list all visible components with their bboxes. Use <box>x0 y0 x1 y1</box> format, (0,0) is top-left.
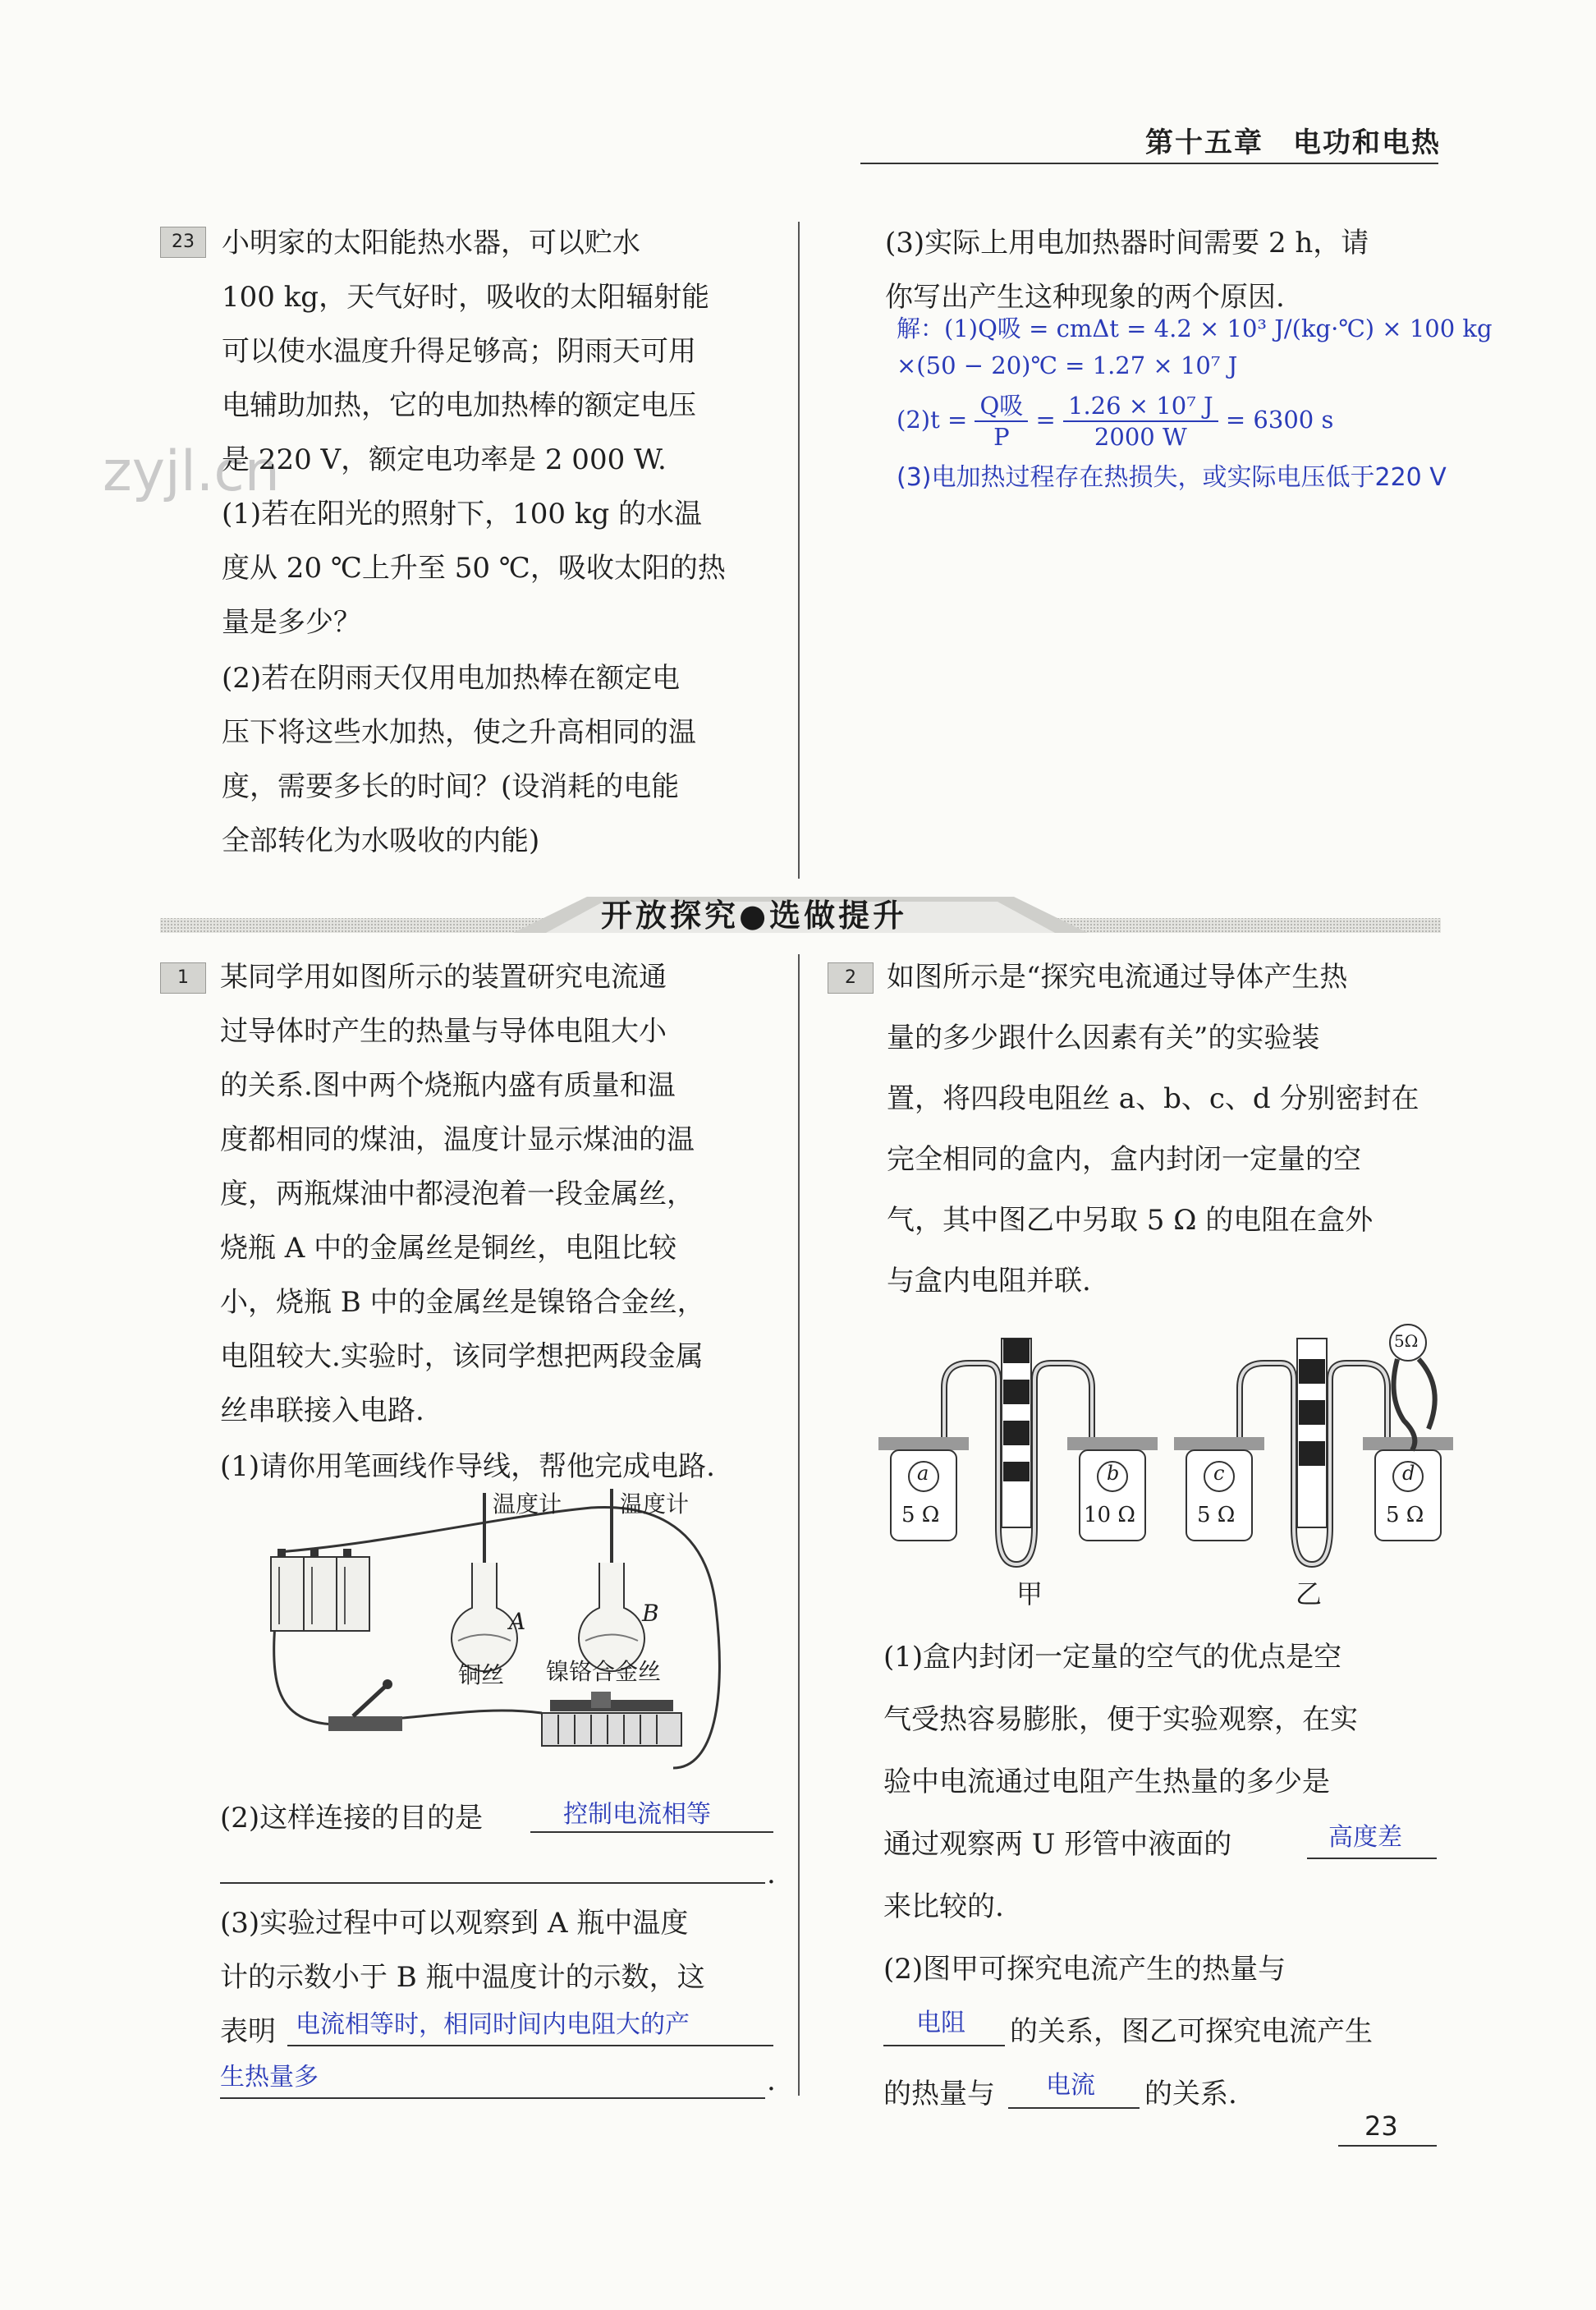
resistor-d-value: 5 Ω <box>1386 1503 1424 1527</box>
q2-part2-suffix: 的关系. <box>1144 2078 1237 2110</box>
q2-part1-line: 验中电流通过电阻产生热量的多少是 <box>883 1766 1330 1798</box>
ans-prefix: (2)t = <box>897 406 968 434</box>
q2-part1-suffix: 来比较的. <box>883 1890 1004 1923</box>
q1-part3-line: (3)实验过程中可以观察到 A 瓶中温度 <box>220 1907 689 1940</box>
q23-answer-line3 <box>897 391 1333 452</box>
fraction-denominator: P <box>993 423 1010 451</box>
resistor-a-value: 5 Ω <box>901 1503 940 1527</box>
q2-part2-mid: 的关系，图乙可探究电流产生 <box>1010 2015 1373 2048</box>
figure-caption-yi: 乙 <box>1296 1578 1323 1610</box>
q2-part2-line1: (2)图甲可探究电流产生的热量与 <box>883 1953 1286 1986</box>
q23-line: 小明家的太阳能热水器，可以贮水 <box>222 227 640 259</box>
thermometer-label-right: 温度计 <box>620 1490 690 1518</box>
q1-part2-period: . <box>767 1858 776 1890</box>
page-number: 23 <box>1364 2110 1398 2142</box>
q23-line: 压下将这些水加热，使之升高相同的温 <box>222 716 696 749</box>
q23-answer-line1: 解：(1)Q吸 = cmΔt = 4.2 × 10³ J/(kg·℃) × 100 kg <box>897 315 1493 342</box>
q2-line: 如图所示是“探究电流通过导体产生热 <box>887 961 1348 994</box>
q23-line: 可以使水温度升得足够高；阴雨天可用 <box>222 335 696 368</box>
q1-line: 电阻较大.实验时，该同学想把两段金属 <box>220 1340 704 1373</box>
q1-part2-prefix: (2)这样连接的目的是 <box>220 1802 484 1835</box>
flask-b-label: B <box>642 1600 659 1627</box>
q23-line: 量是多少？ <box>222 606 361 639</box>
figure-caption-jia: 甲 <box>1016 1578 1043 1610</box>
question-number-23: 23 <box>160 227 206 258</box>
q23-line: 是 220 V，额定电功率是 2 000 W. <box>222 443 667 476</box>
q2-line: 气，其中图乙中另取 5 Ω 的电阻在盒外 <box>887 1204 1374 1237</box>
fraction-numerator: Q吸 <box>975 391 1028 422</box>
q2-line: 量的多少跟什么因素有关”的实验装 <box>887 1022 1320 1054</box>
battery-icon <box>271 1549 369 1631</box>
header-rule <box>860 163 1438 164</box>
q23-line: 度，需要多长的时间？(设消耗的电能 <box>222 770 680 803</box>
q1-line: 丝串联接入电路. <box>220 1394 424 1427</box>
q1-part2-blank-line2 <box>220 1858 765 1884</box>
q1-line: 烧瓶 A 中的金属丝是铜丝，电阻比较 <box>220 1232 677 1265</box>
q2-part2-answer-1: 电阻 <box>916 2009 965 2037</box>
fraction-q-over-p <box>975 391 1028 452</box>
setup-yi <box>1174 1325 1453 1564</box>
q23-line: (2)若在阴雨天仅用电加热棒在额定电 <box>222 662 681 695</box>
q23-answer-line2: ×(50 − 20)℃ = 1.27 × 10⁷ J <box>897 351 1238 379</box>
q1-line: (1)请你用笔画线作导线，帮他完成电路. <box>220 1450 715 1483</box>
fraction-values <box>1063 391 1218 452</box>
q2-part2-prefix-2: 的热量与 <box>883 2078 995 2110</box>
copper-wire-label: 铜丝 <box>458 1661 505 1688</box>
watermark: zyjl.cn <box>103 439 280 504</box>
question-number-1: 1 <box>160 962 206 994</box>
outside-resistor-value: 5Ω <box>1394 1331 1419 1351</box>
q2-part1-prefix: 通过观察两 U 形管中液面的 <box>883 1828 1232 1861</box>
column-divider-bottom <box>798 954 800 2096</box>
switch-icon <box>328 1679 402 1731</box>
q1-line: 的关系.图中两个烧瓶内盛有质量和温 <box>220 1069 676 1102</box>
q2-line: 置，将四段电阻丝 a、b、c、d 分别密封在 <box>887 1082 1419 1115</box>
flask-a-label: A <box>509 1608 526 1635</box>
rheostat-icon <box>542 1692 681 1746</box>
q23-line: 100 kg，天气好时，吸收的太阳辐射能 <box>222 281 710 314</box>
resistor-b-value: 10 Ω <box>1084 1503 1135 1527</box>
resistor-a-label: a <box>917 1462 929 1485</box>
resistor-d-label: d <box>1402 1462 1415 1485</box>
q2-line: 完全相同的盒内，盒内封闭一定量的空 <box>887 1143 1361 1176</box>
q2-part1-answer: 高度差 <box>1328 1823 1402 1852</box>
q2-part1-line: 气受热容易膨胀，便于实验观察，在实 <box>883 1703 1358 1736</box>
q1-part3-answer-2: 生热量多 <box>220 2063 319 2092</box>
q1-line: 度都相同的煤油，温度计显示煤油的温 <box>220 1123 695 1156</box>
ans-result: = 6300 s <box>1225 406 1334 434</box>
thermometer-label-left: 温度计 <box>493 1490 562 1518</box>
column-divider-top <box>798 222 800 879</box>
u-tube-drawing <box>878 1322 1453 1618</box>
question-number-2: 2 <box>828 962 874 994</box>
q23-line: (1)若在阳光的照射下，100 kg 的水温 <box>222 498 703 530</box>
q23-line: 全部转化为水吸收的内能) <box>222 824 540 857</box>
q2-line: 与盒内电阻并联. <box>887 1265 1091 1297</box>
q1-part2-answer: 控制电流相等 <box>563 1800 711 1829</box>
ans-equals: = <box>1035 406 1056 434</box>
q23-line: 度从 20 ℃上升至 50 ℃，吸收太阳的热 <box>222 552 726 585</box>
fraction-denominator: 2000 W <box>1094 423 1187 451</box>
q2-part2-answer-2: 电流 <box>1046 2071 1095 2100</box>
q2-experiment-figure <box>878 1322 1453 1618</box>
setup-jia <box>878 1339 1158 1564</box>
q23-line: 电辅助加热，它的电加热棒的额定电压 <box>222 389 696 422</box>
resistor-b-label: b <box>1107 1462 1120 1485</box>
q23-part3-line: (3)实际上用电加热器时间需要 2 h，请 <box>885 227 1369 259</box>
q1-line: 某同学用如图所示的装置研究电流通 <box>220 961 667 994</box>
section-banner-title: 开放探究●选做提升 <box>601 898 908 934</box>
q1-part3-prefix: 表明 <box>220 2015 276 2048</box>
q2-part1-line: (1)盒内封闭一定量的空气的优点是空 <box>883 1641 1342 1674</box>
q1-line: 度，两瓶煤油中都浸泡着一段金属丝， <box>220 1178 695 1210</box>
chapter-title: 第十五章 电功和电热 <box>1145 126 1441 159</box>
q23-answer-line4: (3)电加热过程存在热损失，或实际电压低于220 V <box>897 463 1447 492</box>
q23-part3-line: 你写出产生这种现象的两个原因. <box>885 281 1285 314</box>
circuit-drawing <box>246 1485 739 1797</box>
page-number-rule <box>1338 2145 1437 2147</box>
q1-part3-line: 计的示数小于 B 瓶中温度计的示数，这 <box>220 1961 705 1994</box>
fraction-numerator: 1.26 × 10⁷ J <box>1063 391 1218 422</box>
nichrome-wire-label: 镍铬合金丝 <box>546 1658 662 1685</box>
resistor-c-value: 5 Ω <box>1197 1503 1236 1527</box>
q1-circuit-figure <box>246 1485 739 1797</box>
q1-part3-answer-1: 电流相等时，相同时间内电阻大的产 <box>296 2010 690 2039</box>
q1-part3-period: . <box>767 2064 776 2097</box>
resistor-c-label: c <box>1213 1462 1225 1485</box>
q1-line: 过导体时产生的热量与导体电阻大小 <box>220 1015 667 1048</box>
q1-line: 小，烧瓶 B 中的金属丝是镍铬合金丝， <box>220 1286 705 1319</box>
